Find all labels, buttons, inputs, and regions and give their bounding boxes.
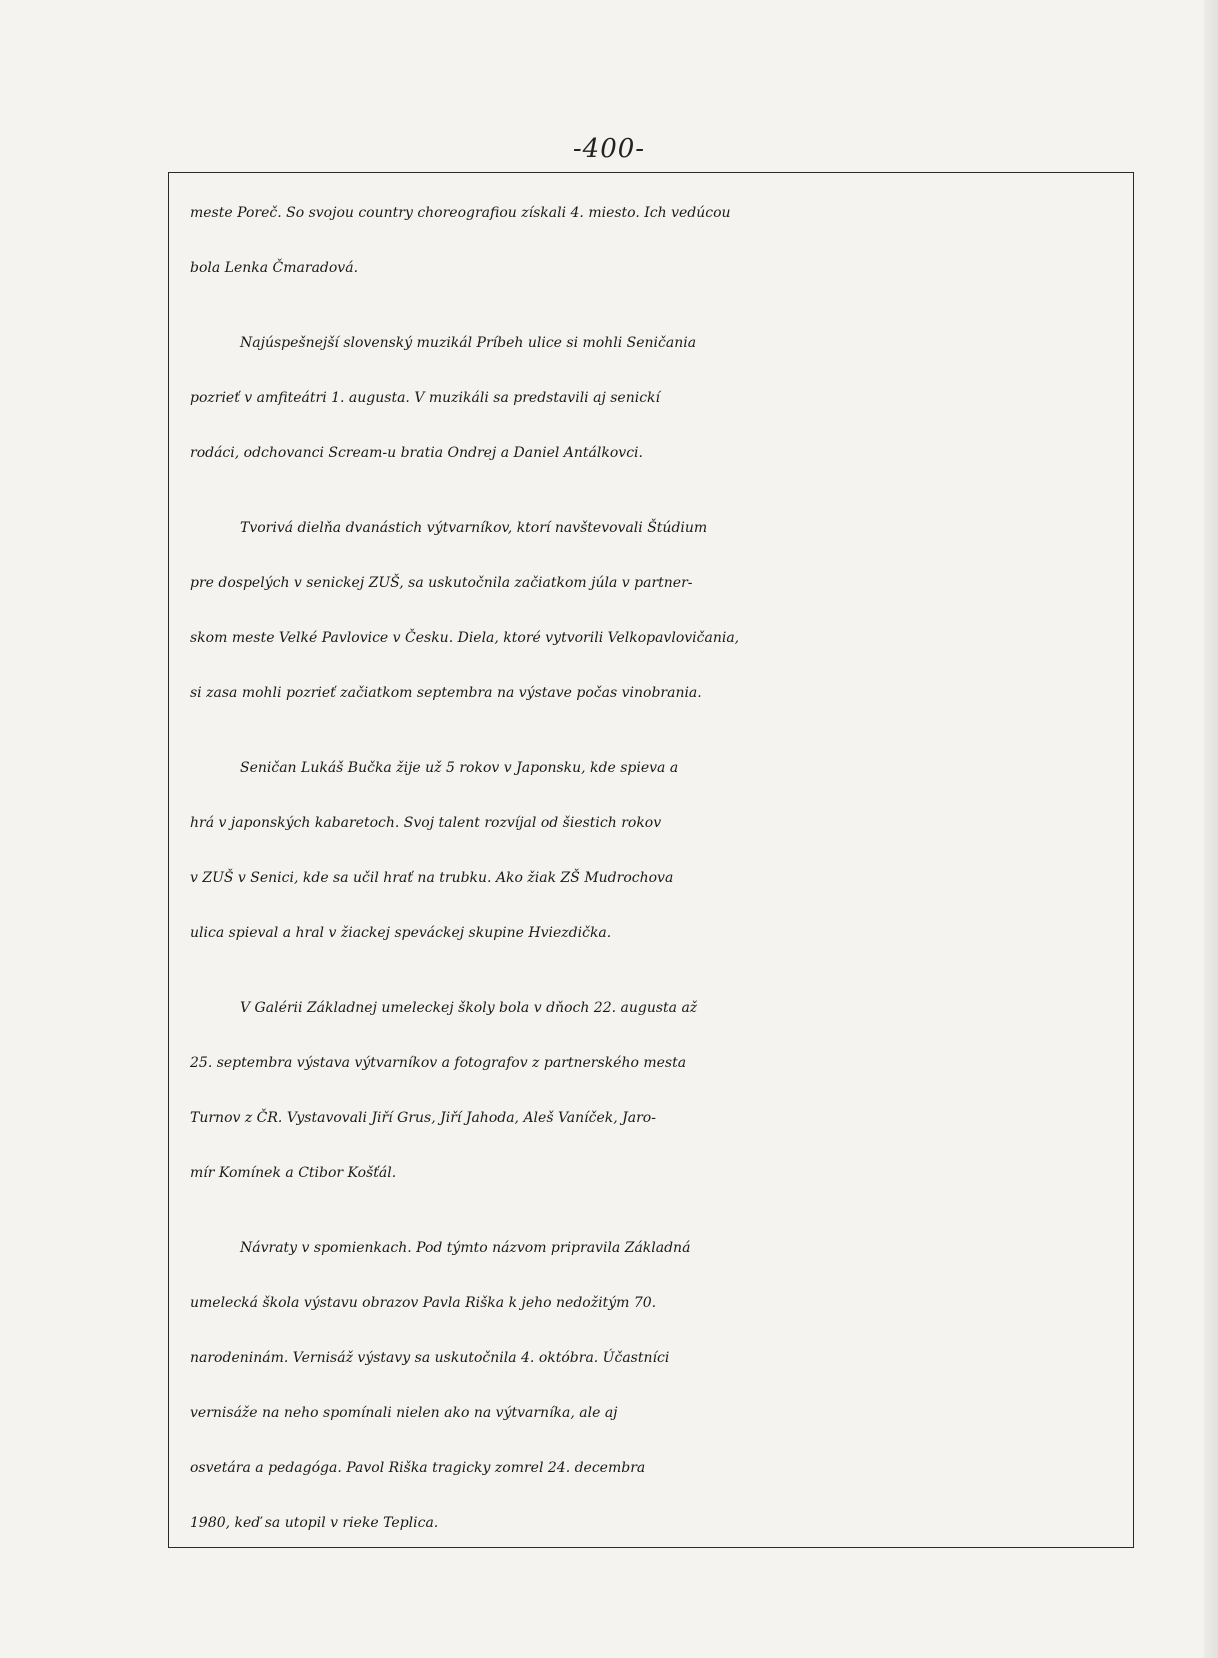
text-line: 25. septembra výstava výtvarníkov a fotografov z partnerského mesta — [190, 1055, 687, 1071]
paragraph-gap — [190, 296, 1140, 316]
text-line: osvetára a pedagóga. Pavol Riška tragicky zomrel 24. decembra — [190, 1460, 646, 1476]
paragraph — [190, 501, 1140, 721]
text-line: rodáci, odchovanci Scream-u bratia Ondrej a Daniel Antálkovci. — [190, 445, 643, 461]
text-line: vernisáže na neho spomínali nielen ako na výtvarníka, ale aj — [190, 1405, 618, 1421]
text-line: Seničan Lukáš Bučka žije už 5 rokov v Japonsku, kde spieva a — [240, 760, 679, 776]
text-line: Najúspešnejší slovenský muzikál Príbeh ulice si mohli Seničania — [240, 335, 697, 351]
handwritten-text — [190, 186, 1140, 1551]
page-edge — [1204, 0, 1218, 1658]
text-line: umelecká škola výstavu obrazov Pavla Riška k jeho nedožitým 70. — [190, 1295, 657, 1311]
text-line: pre dospelých v senickej ZUŠ, sa uskutočnila začiatkom júla v partner- — [190, 575, 693, 591]
text-line: V Galérii Základnej umeleckej školy bola v dňoch 22. augusta až — [240, 1000, 698, 1016]
text-line: Návraty v spomienkach. Pod týmto názvom pripravila Základná — [240, 1240, 691, 1256]
paragraph — [190, 316, 1140, 481]
text-line: Turnov z ČR. Vystavovali Jiří Grus, Jiří Jahoda, Aleš Vaníček, Jaro- — [190, 1110, 656, 1126]
text-line: hrá v japonských kabaretoch. Svoj talent rozvíjal od šiestich rokov — [190, 815, 662, 831]
text-line: v ZUŠ v Senici, kde sa učil hrať na trubku. Ako žiak ZŠ Mudrochova — [190, 870, 674, 886]
paragraph-gap — [190, 961, 1140, 981]
text-line: mír Komínek a Ctibor Košťál. — [190, 1165, 397, 1181]
paragraph — [190, 1221, 1140, 1551]
text-line: si zasa mohli pozrieť začiatkom septembra na výstave počas vinobrania. — [190, 685, 702, 701]
text-line: 1980, keď sa utopil v rieke Teplica. — [190, 1515, 439, 1531]
page-number: -400- — [572, 134, 646, 164]
text-line: narodeninám. Vernisáž výstavy sa uskutočnila 4. októbra. Účastníci — [190, 1350, 670, 1366]
text-line: pozrieť v amfiteátri 1. augusta. V muzikáli sa predstavili aj senickí — [190, 390, 661, 406]
text-line: meste Poreč. So svojou country choreografiou získali 4. miesto. Ich vedúcou — [190, 205, 731, 221]
text-line: bola Lenka Čmaradová. — [190, 260, 359, 276]
paragraph — [190, 186, 1140, 296]
paragraph — [190, 741, 1140, 961]
text-line: skom meste Velké Pavlovice v Česku. Diela, ktoré vytvorili Velkopavlovičania, — [190, 630, 740, 646]
text-line: Tvorivá dielňa dvanástich výtvarníkov, ktorí navštevovali Štúdium — [240, 520, 708, 536]
paragraph — [190, 981, 1140, 1201]
paragraph-gap — [190, 721, 1140, 741]
paragraph-gap — [190, 481, 1140, 501]
text-line: ulica spieval a hral v žiackej speváckej skupine Hviezdička. — [190, 925, 612, 941]
paragraph-gap — [190, 1201, 1140, 1221]
